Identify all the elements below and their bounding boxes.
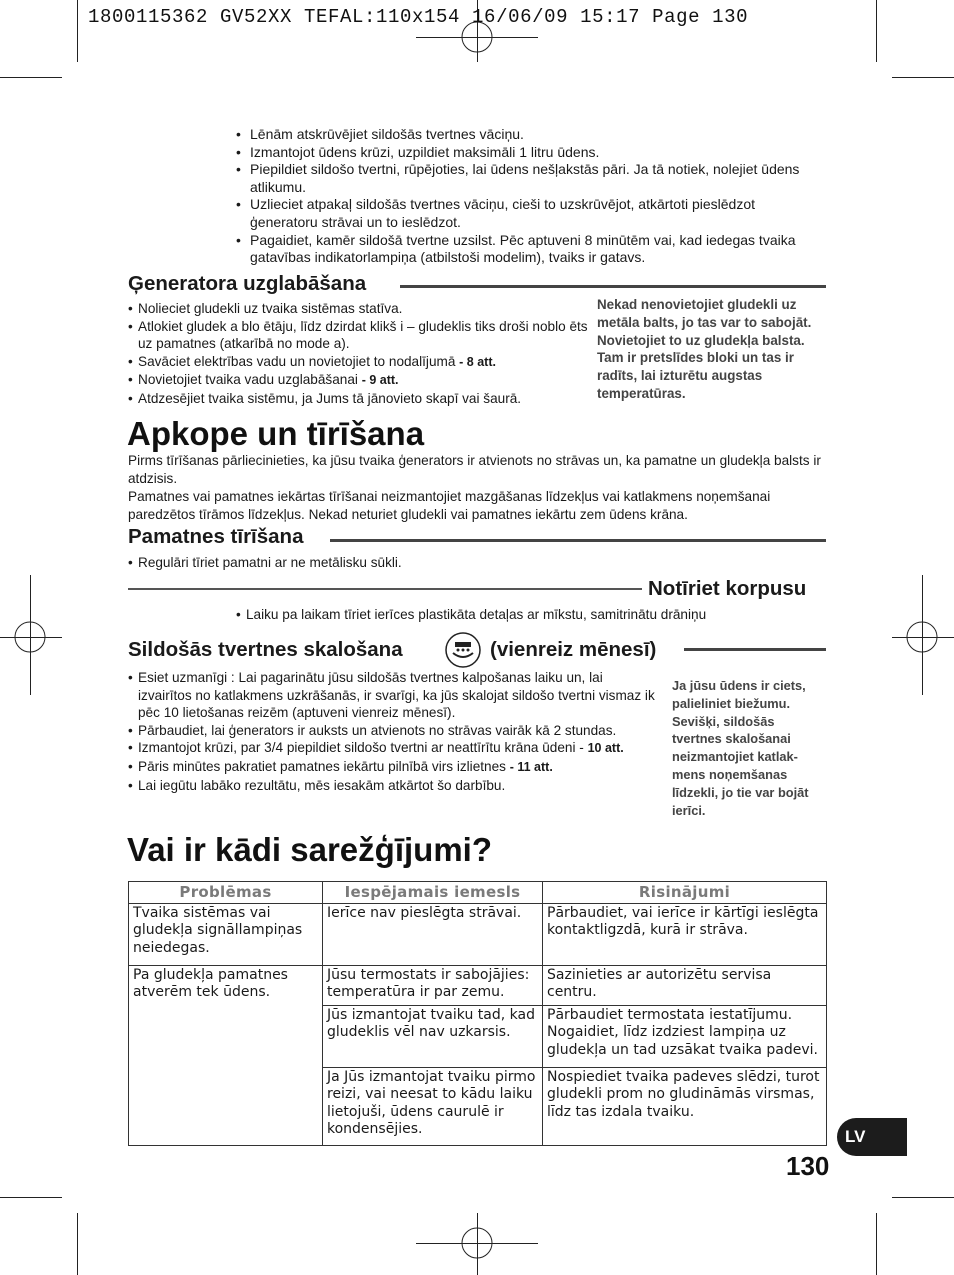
list-item: • Pārbaudiet, lai ģenerators ir auksts un atvienots no strāvas vairāk kā 2 stundas. [128, 722, 656, 740]
crop-mark [77, 1213, 78, 1275]
storage-list [128, 300, 588, 408]
heading-rule [330, 539, 826, 542]
intro-list [236, 126, 826, 267]
cause-cell: Jūsu termostats ir sabojājies: temperatūra ir par zemu. [323, 966, 543, 1006]
registration-mark-icon [1, 608, 59, 666]
print-header: 1800115362 GV52XX TEFAL:110x154 16/06/09 15:17 Page 130 [88, 6, 749, 28]
cleaning-paragraph: Pirms tīrīšanas pārliecinieties, ka jūsu tvaika ģenerators ir atvienots no strāvas un, ka pamatne un gludekļa balsts ir atdzisis. [128, 453, 821, 486]
list-item: • Lēnām atskrūvējiet sildošās tvertnes vāciņu. [236, 126, 826, 144]
troubleshooting-table [128, 881, 827, 1146]
list-item: • Uzlieciet atpakaļ sildošās tvertnes vāciņu, cieši to uzskrūvējot, atkārtoti pieslēdzot ģeneratoru strāvai un to ieslēdzot. [236, 196, 826, 231]
section-heading-storage: Ģeneratora uzglabāšana [128, 272, 367, 295]
section-heading-body-cleaning: Notīriet korpusu [648, 577, 807, 600]
rinsing-list [128, 669, 656, 794]
crop-mark [876, 1213, 877, 1275]
problem-cell: Pa gludekļa pamatnes atverēm tek ūdens. [129, 966, 323, 1146]
list-item: • Izmantojot ūdens krūzi, uzpildiet maksimāli 1 litru ūdens. [236, 144, 826, 162]
solution-cell: Sazinieties ar autorizētu servisa centru. [543, 966, 827, 1006]
crop-mark [892, 1197, 954, 1198]
list-item: • Regulāri tīriet pamatni ar ne metālisku sūkli. [128, 554, 826, 572]
storage-note: Nekad nenovietojiet gludekli uz metāla balts, jo tas var to sabojāt. Novietojiet to uz gludekļa balsta. Tam ir pretslīdes bloki un tas ir radīts, lai izturētu augstas temperatūras. [597, 297, 812, 401]
list-item: • Laiku pa laikam tīriet ierīces plastikāta detaļas ar mīkstu, samitrinātu drāniņu [236, 606, 826, 624]
section-heading-base-cleaning: Pamatnes tīrīšana [128, 525, 304, 548]
crop-mark [892, 77, 954, 78]
solution-cell: Nospiediet tvaika padeves slēdzi, turot gludekli prom no gludināmās virsmas, līdz tas izdala tvaiku. [543, 1068, 827, 1146]
list-item: • Izmantojot krūzi, par 3/4 piepildiet sildošo tvertni ar neattīrītu krāna ūdeni - 10 att. [128, 739, 656, 758]
registration-mark-icon [893, 608, 951, 666]
table-row [129, 904, 827, 966]
section-heading-rinsing-frequency: (vienreiz mēnesī) [490, 638, 657, 661]
section-heading-rinsing: Sildošās tvertnes skalošana [128, 638, 403, 661]
crop-mark [77, 0, 78, 62]
table-header-row [129, 882, 827, 904]
list-item: • Atlokiet gludek a blo ētāju, līdz dzirdat klikš i – gludeklis tiks droši noblo ēts uz pamatnes (atkarībā no mode a). [128, 318, 588, 353]
list-item: • Pāris minūtes pakratiet pamatnes iekārtu pilnībā virs izlietnes - 11 att. [128, 758, 656, 777]
heading-rule [128, 588, 642, 590]
list-item: • Nolieciet gludekli uz tvaika sistēmas statīva. [128, 300, 588, 318]
troubleshooting-title: Vai ir kādi sarežģījumi? [127, 831, 492, 868]
body-cleaning-list [236, 606, 826, 624]
cause-cell: Jūs izmantojat tvaiku tad, kad gludeklis vēl nav uzkarsis. [323, 1006, 543, 1068]
table-row [129, 966, 827, 1006]
list-item: • Atdzesējiet tvaika sistēmu, ja Jums tā jānovieto skapī vai šaurā. [128, 390, 588, 408]
page-title: Apkope un tīrīšana [127, 415, 425, 452]
language-tab: LV [837, 1118, 907, 1156]
list-item: • Esiet uzmanīgi : Lai pagarinātu jūsu sildošās tvertnes kalpošanas laiku un, lai izvairītos no katlakmens uzkrāšanās, ir svarīgi, ka jūs skalojat sildošo tvertni vismaz ik pēc 10 lietošanas reizēm (aptuveni vienreiz mēnesī). [128, 669, 656, 722]
list-item: • Pagaidiet, kamēr sildošā tvertne uzsilst. Pēc aptuveni 8 minūtēm vai, kad iedegas tvaika gatavības indikatorlampiņa (atbilstoši modelim), tvaiks ir gatavs. [236, 232, 826, 267]
solution-cell: Pārbaudiet termostata iestatījumu. Nogaidiet, līdz izdziest lampiņa uz gludekļa un tad uzsākat tvaika padevi. [543, 1006, 827, 1068]
list-item: • Piepildiet sildošo tvertni, rūpējoties, lai ūdens nešļakstās pāri. Ja tā notiek, nolejiet ūdens atlikumu. [236, 161, 826, 196]
column-header: Risinājumi [543, 882, 827, 904]
cause-cell: Ierīce nav pieslēgta strāvai. [323, 904, 543, 966]
list-item: • Novietojiet tvaika vadu uzglabāšanai - 9 att. [128, 371, 588, 390]
solution-cell: Pārbaudiet, vai ierīce ir kārtīgi ieslēgta kontaktligzdā, kurā ir strāva. [543, 904, 827, 966]
base-cleaning-list [128, 554, 826, 572]
list-item: • Lai iegūtu labāko rezultātu, mēs iesakām atkārtot šo darbību. [128, 777, 656, 795]
heading-rule [684, 648, 826, 651]
page-number: 130 [786, 1151, 830, 1181]
crop-mark [0, 77, 62, 78]
monthly-calendar-icon [444, 631, 482, 669]
cause-cell: Ja Jūs izmantojat tvaiku pirmo reizi, vai neesat to kādu laiku lietojuši, ūdens caurulē ir kondensējies. [323, 1068, 543, 1146]
heading-rule [400, 285, 826, 288]
crop-mark [0, 1197, 62, 1198]
cleaning-paragraph: Pamatnes vai pamatnes iekārtas tīrīšanai neizmantojiet mazgāšanas līdzekļus vai katlakmens noņemšanai paredzētos tīrāmos līdzekļus. Nekad neturiet gludekli vai pamatnes iekārtu zem ūdens krāna. [128, 489, 771, 522]
crop-mark [876, 0, 877, 62]
column-header: Iespējamais iemesls [323, 882, 543, 904]
problem-cell: Tvaika sistēmas vai gludekļa signāllampiņas neiedegas. [129, 904, 323, 966]
registration-mark-icon [448, 1214, 506, 1272]
rinsing-note: Ja jūsu ūdens ir ciets, palieliniet biežumu. Sevišķi, sildošās tvertnes skalošanai neizmantojiet katlak-mens noņemšanas līdzekli, jo tie var bojāt ierīci. [672, 678, 809, 818]
list-item: • Savāciet elektrības vadu un novietojiet to nodalījumā - 8 att. [128, 353, 588, 372]
column-header: Problēmas [129, 882, 323, 904]
